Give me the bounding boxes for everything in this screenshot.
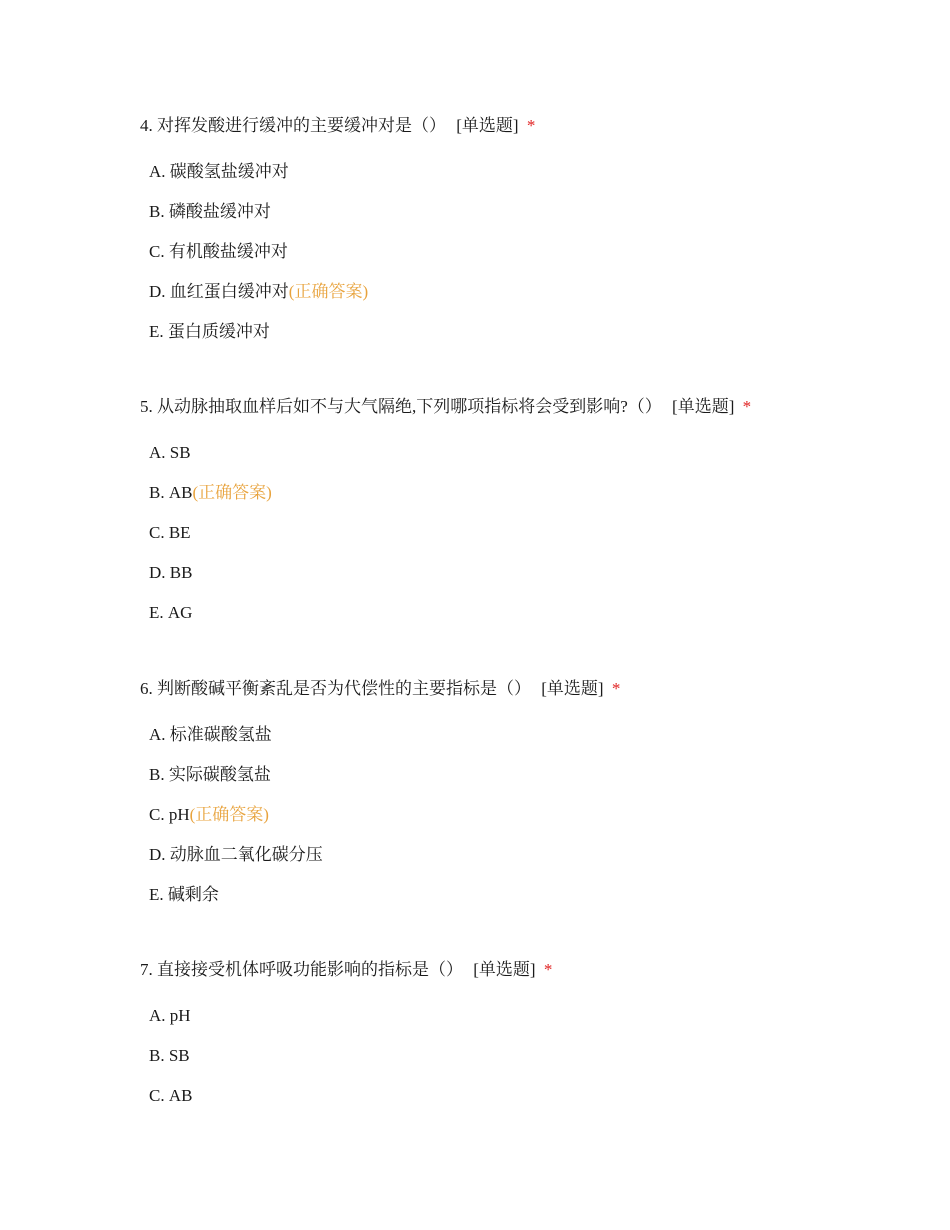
option-letter: E.	[149, 603, 164, 622]
question-type: [单选题]	[456, 116, 519, 135]
option-text: pH	[168, 805, 190, 824]
option-letter: B.	[149, 765, 165, 784]
option-letter: A.	[149, 162, 166, 181]
option-letter: C.	[149, 242, 165, 261]
option-letter: C.	[149, 805, 165, 824]
option-letter: B.	[149, 483, 165, 502]
option-letter: A.	[149, 725, 166, 744]
option-text: SB	[168, 1046, 190, 1065]
options-list	[140, 723, 920, 923]
option-text: AB	[168, 1086, 193, 1105]
option-text: BB	[169, 563, 193, 582]
option-d[interactable]	[149, 280, 920, 320]
option-letter: B.	[149, 202, 165, 221]
options-list	[140, 441, 920, 641]
option-text: 标准碳酸氢盐	[169, 725, 272, 744]
required-mark: *	[543, 960, 553, 979]
required-mark: *	[611, 679, 621, 698]
question-text: 从动脉抽取血样后如不与大气隔绝,下列哪项指标将会受到影响?（）	[157, 397, 662, 416]
correct-answer-tag: (正确答案)	[189, 805, 269, 824]
correct-answer-tag: (正确答案)	[288, 282, 369, 301]
option-text: 蛋白质缓冲对	[167, 322, 270, 341]
option-b[interactable]	[149, 200, 920, 240]
question-title	[140, 395, 920, 419]
question-6	[140, 677, 920, 923]
option-b[interactable]	[149, 1044, 920, 1084]
option-a[interactable]	[149, 160, 920, 200]
option-text: 血红蛋白缓冲对	[169, 282, 289, 301]
option-letter: B.	[149, 1046, 165, 1065]
question-text: 直接接受机体呼吸功能影响的指标是（）	[157, 960, 463, 979]
options-list	[140, 160, 920, 360]
option-a[interactable]	[149, 1004, 920, 1044]
option-letter: C.	[149, 523, 165, 542]
option-c[interactable]	[149, 240, 920, 280]
option-c[interactable]	[149, 521, 920, 561]
option-c[interactable]	[149, 1084, 920, 1124]
option-e[interactable]	[149, 601, 920, 641]
required-mark: *	[526, 116, 536, 135]
option-e[interactable]	[149, 320, 920, 360]
option-d[interactable]	[149, 561, 920, 601]
option-text: BE	[168, 523, 191, 542]
option-letter: A.	[149, 443, 166, 462]
question-number: 7.	[140, 960, 153, 979]
option-d[interactable]	[149, 843, 920, 883]
option-letter: D.	[149, 282, 166, 301]
question-type: [单选题]	[541, 679, 604, 698]
question-number: 5.	[140, 397, 153, 416]
option-text: AB	[168, 483, 193, 502]
question-4	[140, 114, 920, 360]
option-text: 磷酸盐缓冲对	[168, 202, 271, 221]
option-letter: C.	[149, 1086, 165, 1105]
option-b[interactable]	[149, 481, 920, 521]
option-e[interactable]	[149, 883, 920, 923]
option-c[interactable]	[149, 803, 920, 843]
option-b[interactable]	[149, 763, 920, 803]
question-7	[140, 958, 920, 1124]
question-number: 4.	[140, 116, 153, 135]
option-text: 有机酸盐缓冲对	[168, 242, 288, 261]
question-type: [单选题]	[672, 397, 735, 416]
question-text: 判断酸碱平衡紊乱是否为代偿性的主要指标是（）	[157, 679, 531, 698]
option-text: 动脉血二氧化碳分压	[169, 845, 323, 864]
option-text: SB	[169, 443, 191, 462]
option-letter: D.	[149, 563, 166, 582]
option-letter: E.	[149, 322, 164, 341]
option-text: 碱剩余	[167, 885, 219, 904]
question-number: 6.	[140, 679, 153, 698]
option-a[interactable]	[149, 723, 920, 763]
correct-answer-tag: (正确答案)	[192, 483, 272, 502]
option-text: 实际碳酸氢盐	[168, 765, 271, 784]
option-text: pH	[169, 1006, 191, 1025]
option-letter: D.	[149, 845, 166, 864]
option-text: AG	[167, 603, 193, 622]
question-title	[140, 958, 920, 982]
option-letter: A.	[149, 1006, 166, 1025]
question-title	[140, 677, 920, 701]
question-text: 对挥发酸进行缓冲的主要缓冲对是（）	[157, 116, 446, 135]
required-mark: *	[742, 397, 752, 416]
option-letter: E.	[149, 885, 164, 904]
option-a[interactable]	[149, 441, 920, 481]
option-text: 碳酸氢盐缓冲对	[169, 162, 289, 181]
question-title	[140, 114, 920, 138]
question-5	[140, 395, 920, 641]
question-type: [单选题]	[473, 960, 536, 979]
options-list	[140, 1004, 920, 1124]
